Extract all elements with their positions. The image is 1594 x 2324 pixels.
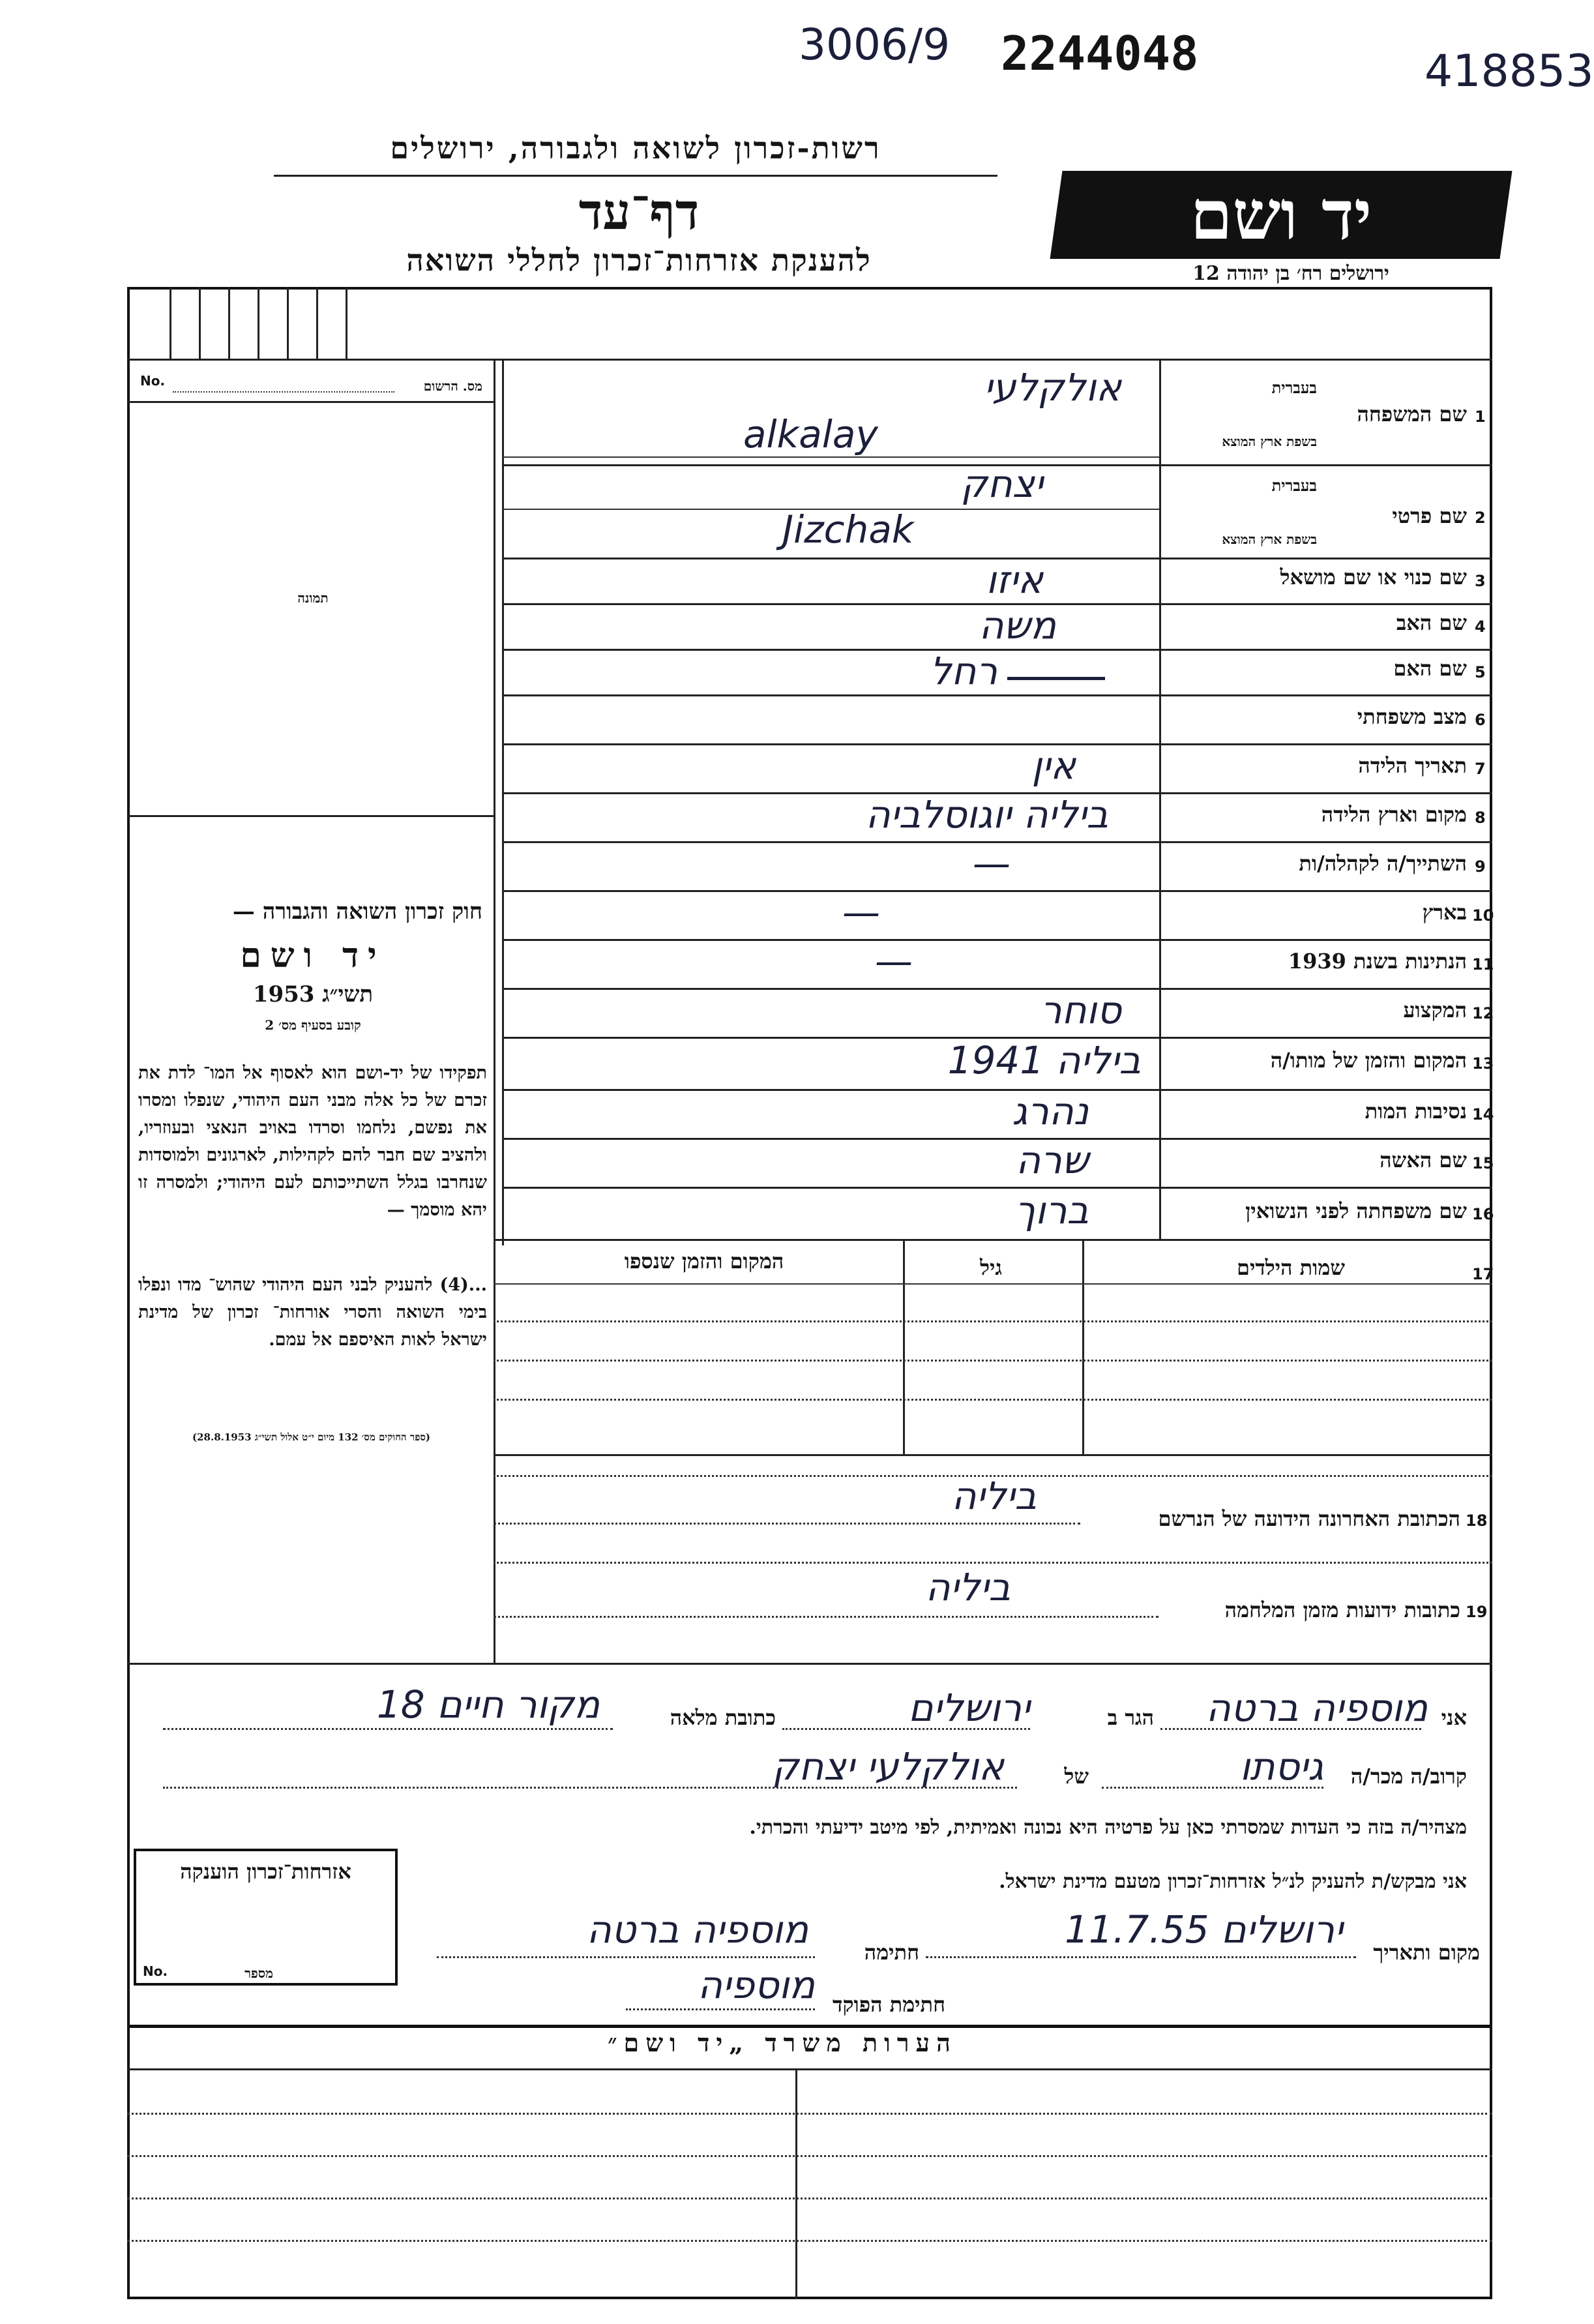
form-subtitle: להענקת אזרחות־זכרון לחללי השואה [406,243,872,278]
declaration-of-value[interactable]: אולקלעי יצחק [772,1744,1004,1789]
signature-dots [437,1956,815,1958]
field-8-label: מקום וארץ הלידה [1321,802,1467,827]
tick-1 [170,287,171,359]
tick-7 [346,287,347,359]
field-5-number: 5 [1475,663,1486,681]
children-row-1 [494,1320,1492,1322]
citizenship-box-number-label: מספר [244,1965,273,1981]
field-8-number: 8 [1475,809,1486,827]
yad-vashem-logo [1050,171,1513,259]
children-col-age: גיל [980,1255,1002,1280]
field-16-value[interactable]: ברוך [1014,1188,1089,1232]
office-notes-row-2 [127,2155,1492,2157]
signature-value[interactable]: מוספיה ברטה [586,1907,808,1952]
field-1-number: 1 [1475,408,1486,426]
registration-label: מס. הרשום [423,378,482,394]
declaration-full-address-dots [163,1728,613,1730]
field-15-value[interactable]: שרה [1016,1138,1089,1182]
left-panel-divider [494,359,495,1663]
declaration-statement: מצהיר/ה בזה כי העדות שמסרתי כאן על פרטיה היא נכונה ואמיתית, לפי מיטב ידיעתי והכרתי. [749,1816,1467,1839]
field-9-label: השתייך/ה לקהלה/ות [1299,851,1467,876]
authority-underline [274,175,997,177]
field-3-label: שם כנוי או שם מושאל [1280,565,1467,589]
field-2-value-origin[interactable]: Jizchak [782,507,914,552]
declaration-i-value[interactable]: מוספיה ברטה [1205,1686,1428,1730]
declaration-full-address-value[interactable]: מקור חיים 18 [376,1682,600,1727]
place-date-label: מקום ותאריך [1373,1940,1480,1965]
place-date-dots [926,1956,1356,1958]
field-11-number: 11 [1472,955,1494,974]
field-4-value[interactable]: משה [979,603,1056,648]
field-5-label: שם האם [1393,656,1467,681]
field-13-number: 13 [1472,1054,1494,1073]
place-date-value[interactable]: ירושלים 11.7.55 [1065,1907,1343,1952]
archive-corner-number: 418853 [1424,46,1594,97]
field-12-number: 12 [1472,1004,1494,1022]
officer-signature-label: חתימת הפוקד [833,1992,945,2017]
field-9-number: 9 [1475,857,1486,876]
address-18-value[interactable]: ביליה [951,1474,1037,1518]
field-3-value[interactable]: איזו [986,558,1043,602]
field-2-sub-hebrew: בעברית [1271,476,1317,495]
field-8-value[interactable]: ביליה יוגוסלביה [865,792,1108,837]
address-18-dots-2 [494,1523,1080,1525]
photo-bottom-line [127,815,494,817]
archive-stamp-number: 3006/9 [799,20,951,70]
law-name: יד ושם [240,936,386,976]
tick-2 [199,287,201,359]
address-19-dots-2 [494,1616,1159,1618]
field-12-label: המקצוע [1403,998,1467,1022]
field-1-label: שם המשפחה [1357,402,1467,426]
tick-strip-bottom [127,359,1492,361]
field-5-strike [1007,677,1105,680]
photo-label: תמונה [297,590,329,606]
field-11-value[interactable]: — [875,939,913,983]
label-column-divider [1159,359,1161,1239]
tick-5 [287,287,289,359]
law-title: חוק זכרון השואה והגבורה — [232,899,482,925]
declaration-request: אני מבקש/ת להעניק לנ״ל אזרחות־זכרון מטעם מדינת ישראל. [999,1870,1467,1893]
field-4-number: 4 [1475,618,1486,636]
field-10-label: בארץ [1422,900,1467,925]
children-number: 17 [1472,1265,1494,1283]
field-16-label: שם משפחתה לפני הנשואין [1245,1199,1467,1223]
declaration-of-label: של [1064,1764,1089,1789]
office-notes-row-3 [127,2197,1492,2199]
citizenship-box [134,1849,398,1986]
officer-signature-value[interactable]: מוספיה [698,1963,815,2007]
law-year: תשי״ג 1953 [252,981,374,1007]
address-19-label: כתובות ידועות מזמן המלחמה [1224,1598,1460,1622]
field-7-label: תאריך הלידה [1358,753,1467,778]
field-15-number: 15 [1472,1154,1494,1172]
children-col-divider-2 [1082,1239,1084,1454]
children-col-names: שמות הילדים [1237,1255,1345,1280]
field-12-value[interactable]: סוחר [1040,988,1121,1032]
declaration-full-address-label: כתובת מלאה [670,1705,776,1730]
field-13-label: המקום והזמן של מותו/ה [1270,1048,1467,1073]
field-14-value[interactable]: נהרג [1012,1089,1089,1133]
office-notes-header-line [127,2068,1492,2070]
field-7-value[interactable]: אין [1031,743,1076,788]
field-14-label: נסיבות המות [1365,1099,1467,1124]
row-line-16 [494,1239,1492,1241]
logo-text: יד ושם [1190,175,1372,255]
field-14-number: 14 [1472,1105,1494,1124]
office-notes-row-1 [127,2113,1492,2115]
field-15-label: שם האשה [1380,1148,1467,1172]
officer-signature-dots [626,2008,815,2010]
tick-4 [258,287,259,359]
citizenship-box-no: No. [143,1963,168,1979]
field-2-sub-origin: בשפת ארץ המוצא [1222,531,1317,547]
office-notes-divider [795,2068,797,2299]
field-3-number: 3 [1475,572,1486,590]
children-bottom-line [494,1454,1492,1456]
declaration-i-label: אני [1441,1705,1467,1730]
law-text-2: ...(4) להעניק לבני העם היהודי שהוש־ מדו ונפלו בימי השואה והסרי אורחות־ זכרון של מדינת ישראל לאות האיספם אל עמם. [138,1275,487,1350]
children-row-2 [494,1360,1492,1362]
field-6-number: 6 [1475,711,1486,729]
address-18-label: הכתובת האחרונה הידועה של הנרשם [1158,1506,1460,1531]
archive-printed-number: 2244048 [1001,26,1199,81]
field-1-value-hebrew[interactable]: אולקלעי [984,365,1121,410]
registration-dots [173,391,394,393]
row-line-1a [502,456,1159,458]
declaration-relative-label: קרוב/ה מכר/ה [1350,1764,1467,1789]
law-text: תפקידו של יד-ושם הוא לאסוף אל המו־ לדת את זכרם של כל אלה מבני העם היהודי, שנפלו ומסרו את נפשם, נלחמו וסרדו באויב הנאצי ובעוזריו, ולהציב שם חבר להם לקהילות, לארגונים ולמוסדות שנחרבו בגלל השתייכותם לעם היהודי; ולמסרה זו יהא מוסמך — [138,1063,487,1220]
field-2-value-hebrew[interactable]: יצחק [960,462,1043,506]
law-source: (ספר החוקים מס׳ 132 מיום י״ט אלול תשי״ג 28.8.1953) [192,1431,430,1443]
field-13-value[interactable]: ביליה 1941 [947,1038,1141,1082]
declaration-resides-label: הגר ב [1107,1705,1154,1730]
addresses-bottom-line [127,1663,1492,1665]
field-1-sub-origin: בשפת ארץ המוצא [1222,434,1317,449]
field-4-label: שם האב [1396,610,1467,635]
citizenship-box-title: אזרחות־זכרון הוענקה [180,1859,351,1884]
field-10-number: 10 [1472,906,1494,925]
row-line-5 [502,694,1492,696]
signature-label: חתימה [864,1940,919,1965]
field-7-number: 7 [1475,760,1486,778]
form-title: דף־עד [578,183,700,241]
children-header-line [494,1283,1492,1285]
field-2-number: 2 [1475,509,1486,527]
row-line-10 [502,939,1492,941]
left-panel-divider-2 [502,359,504,1245]
tick-6 [316,287,318,359]
field-16-number: 16 [1472,1205,1494,1223]
field-1-value-origin[interactable]: alkalay [743,412,878,456]
address-18-number: 18 [1466,1512,1488,1530]
office-notes-title: הערות משרד „יד ושם״ [608,2028,957,2057]
declaration-resides-value[interactable]: ירושלים [908,1686,1030,1730]
children-row-3 [494,1399,1492,1401]
address-19-value[interactable]: ביליה [925,1565,1011,1609]
declaration-relative-value[interactable]: גיסתו [1239,1744,1323,1789]
photo-area [129,403,492,814]
field-9-value[interactable]: — [973,841,1011,886]
row-line-9 [502,890,1492,892]
authority-heading: רשות-זכרון לשואה ולגבורה, ירושלים [390,130,881,166]
field-10-value[interactable]: — [842,890,880,934]
field-11-label: הנתינות בשנת 1939 [1288,949,1467,974]
office-notes-row-4 [127,2240,1492,2242]
address-19-number: 19 [1466,1603,1488,1621]
law-clause: קובע בסעיף מס׳ 2 [265,1017,361,1033]
registration-no-label: No. [140,373,166,389]
field-5-value[interactable]: רחל [930,649,997,693]
children-col-place: המקום והזמן שנספו [624,1249,784,1274]
children-col-divider-1 [903,1239,905,1454]
field-2-label: שם פרטי [1392,503,1467,528]
field-1-sub-hebrew: בעברית [1271,378,1317,397]
tick-3 [228,287,230,359]
logo-address: ירושלים רח׳ בן יהודה 12 [1192,262,1389,285]
address-19-dots-1 [494,1562,1492,1564]
field-6-label: מצב משפחתי [1357,704,1467,729]
